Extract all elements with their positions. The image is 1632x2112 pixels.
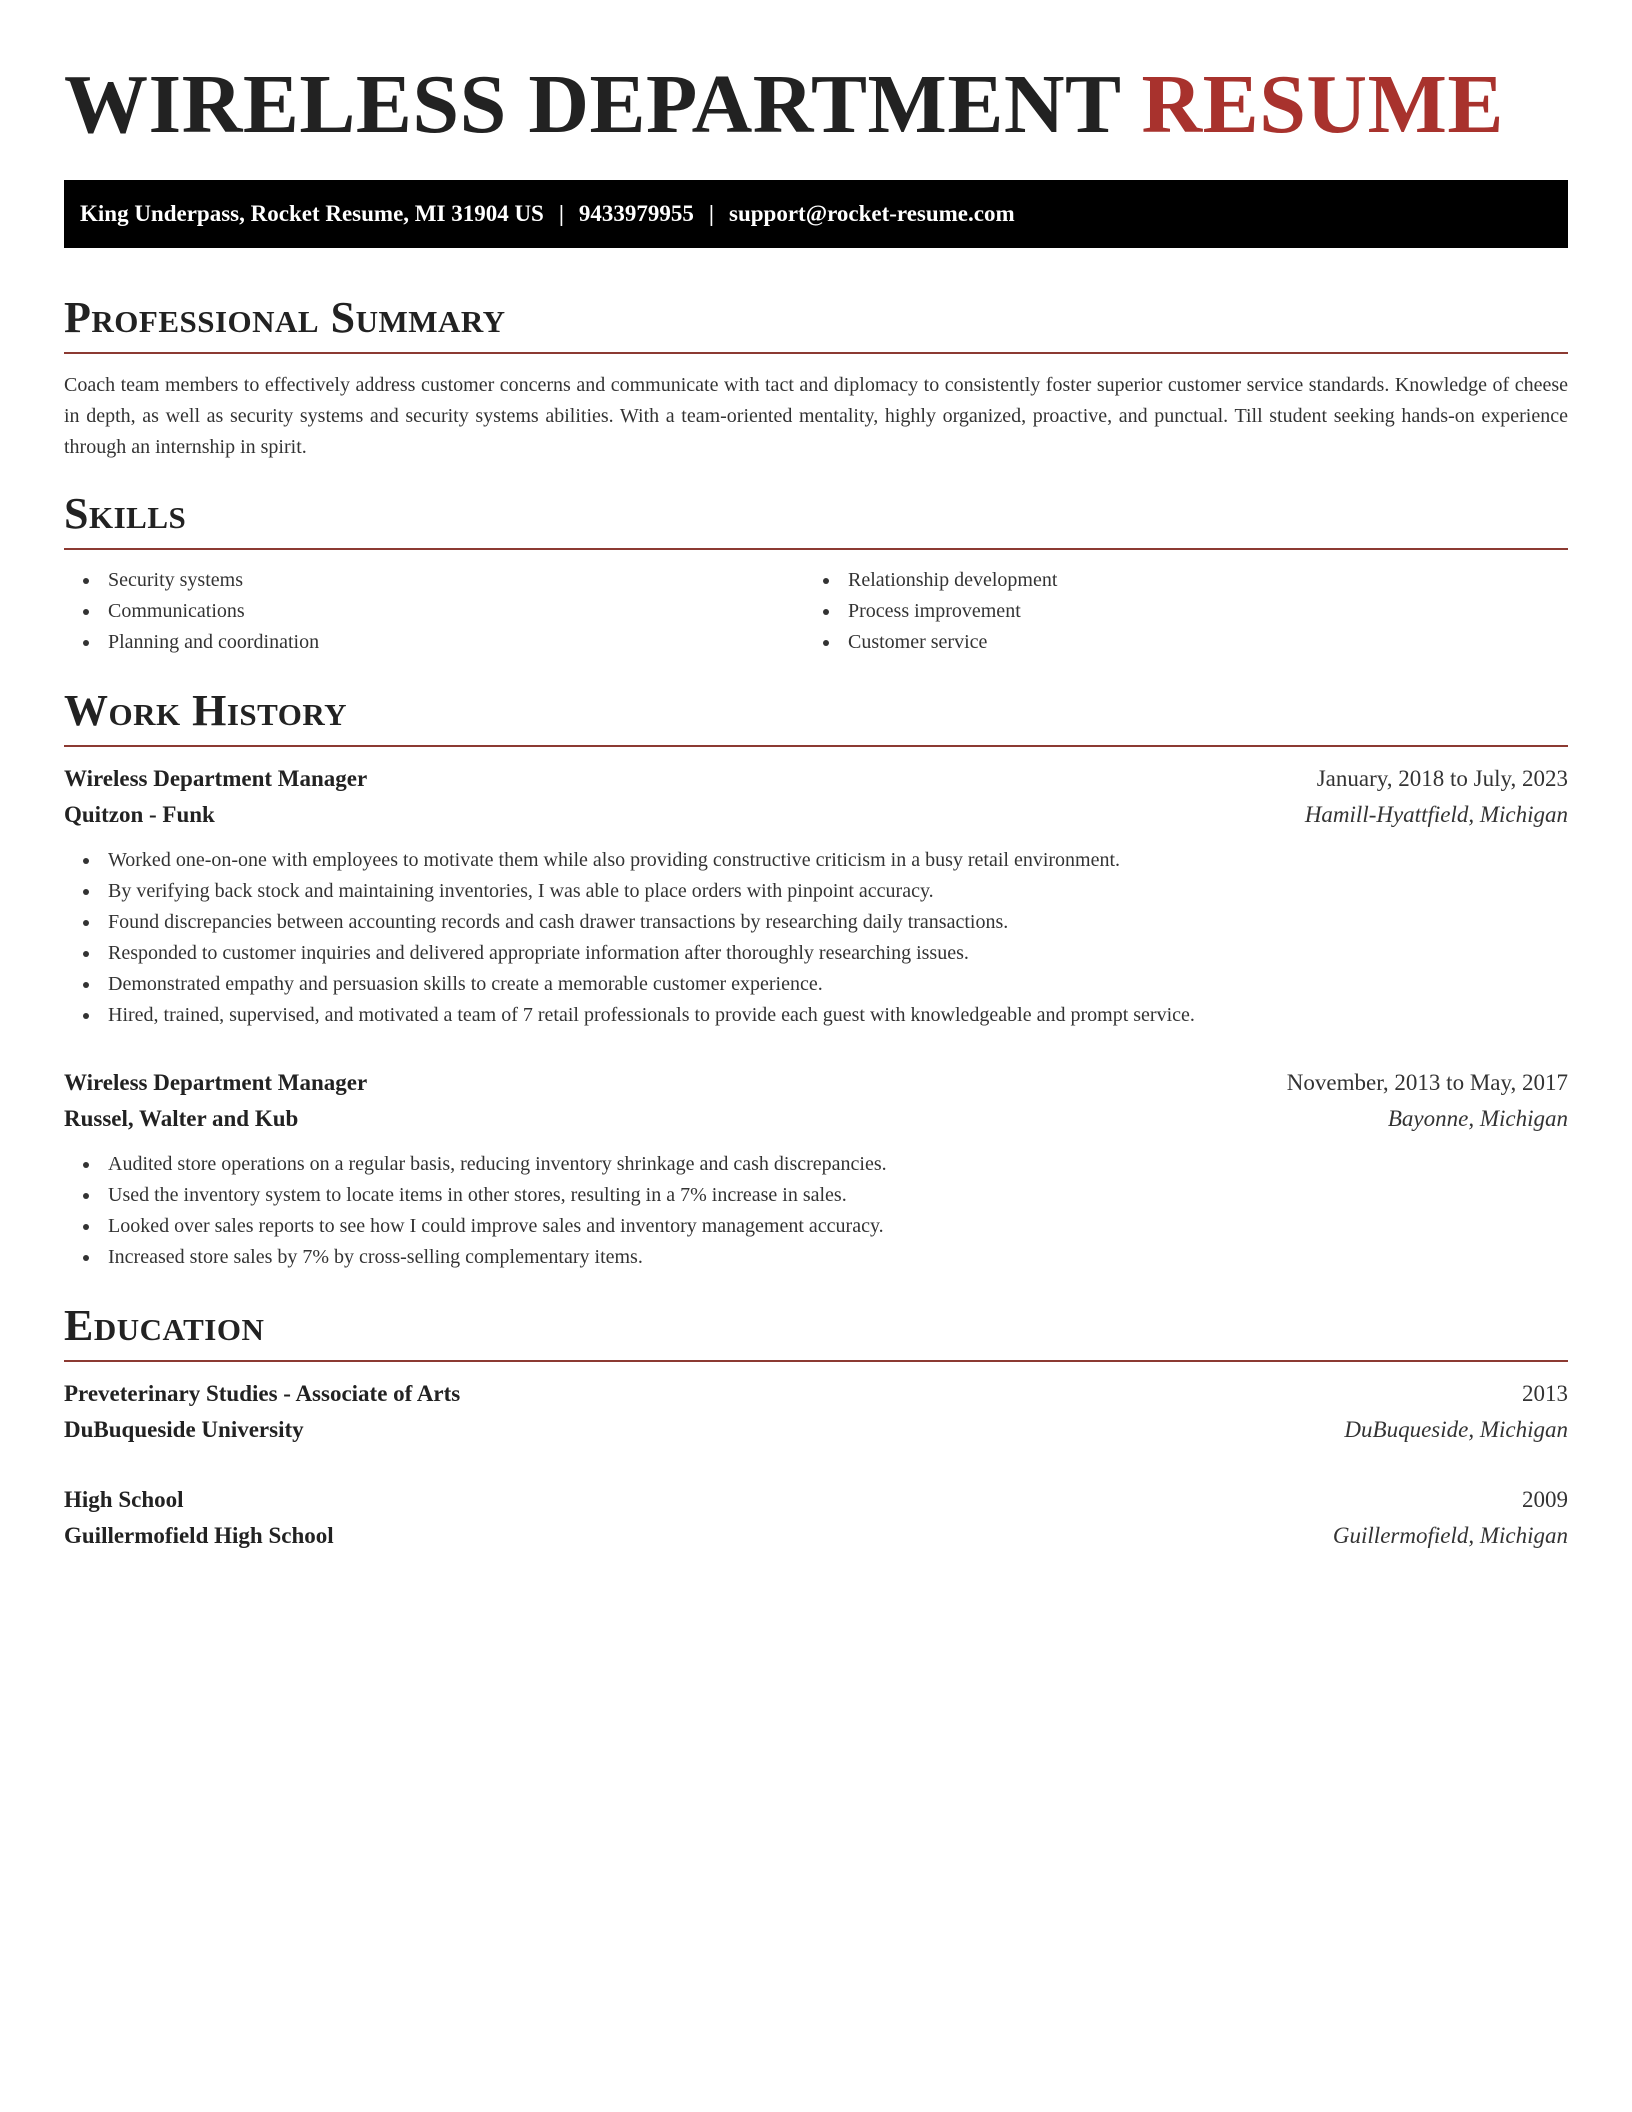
skills-columns bbox=[64, 565, 1568, 658]
contact-address: King Underpass, Rocket Resume, MI 31904 US bbox=[80, 201, 544, 226]
job-company: Russel, Walter and Kub bbox=[64, 1106, 299, 1131]
job-entry bbox=[64, 761, 1568, 1031]
skill-item: Planning and coordination bbox=[64, 627, 804, 658]
resume-title bbox=[64, 0, 1568, 155]
education-year: 2009 bbox=[1522, 1487, 1568, 1512]
title-main: WIRELESS DEPARTMENT bbox=[64, 58, 1121, 151]
job-duty: Used the inventory system to locate items in other stores, resulting in a 7% increase in sales. bbox=[64, 1180, 1568, 1211]
job-title-row bbox=[64, 761, 1568, 797]
education-section bbox=[64, 1300, 1568, 1554]
job-dates: January, 2018 to July, 2023 bbox=[1316, 766, 1568, 791]
job-duty: Looked over sales reports to see how I could improve sales and inventory management accuracy. bbox=[64, 1211, 1568, 1242]
job-duty: Worked one-on-one with employees to motivate them while also providing constructive criticism in a busy retail environment. bbox=[64, 845, 1568, 876]
skill-item: Security systems bbox=[64, 565, 804, 596]
section-divider bbox=[64, 745, 1568, 747]
education-degree: Preveterinary Studies - Associate of Arts bbox=[64, 1381, 461, 1406]
summary-section bbox=[64, 292, 1568, 463]
education-entry bbox=[64, 1376, 1568, 1448]
contact-email[interactable]: support@rocket-resume.com bbox=[729, 201, 1015, 226]
education-entry bbox=[64, 1482, 1568, 1554]
job-duty: Found discrepancies between accounting records and cash drawer transactions by researching daily transactions. bbox=[64, 907, 1568, 938]
job-duty: Responded to customer inquiries and delivered appropriate information after thoroughly researching issues. bbox=[64, 938, 1568, 969]
job-location: Bayonne, Michigan bbox=[1387, 1106, 1568, 1131]
title-accent: RESUME bbox=[1141, 58, 1504, 151]
skill-item: Process improvement bbox=[804, 596, 1544, 627]
education-school: Guillermofield High School bbox=[64, 1523, 334, 1548]
education-location: DuBuqueside, Michigan bbox=[1344, 1417, 1568, 1442]
job-company-row bbox=[64, 1101, 1568, 1137]
job-duty: By verifying back stock and maintaining inventories, I was able to place orders with pinpoint accuracy. bbox=[64, 876, 1568, 907]
resume-page bbox=[64, 0, 1568, 1554]
job-duty: Increased store sales by 7% by cross-selling complementary items. bbox=[64, 1242, 1568, 1273]
education-school-row bbox=[64, 1412, 1568, 1448]
education-degree: High School bbox=[64, 1487, 184, 1512]
job-duties bbox=[64, 1149, 1568, 1273]
contact-bar bbox=[64, 180, 1568, 248]
education-school-row bbox=[64, 1518, 1568, 1554]
job-title-row bbox=[64, 1065, 1568, 1101]
work-heading: Work History bbox=[64, 686, 348, 735]
contact-phone: 9433979955 bbox=[578, 201, 694, 226]
contact-separator: | bbox=[558, 201, 564, 226]
summary-heading: Professional Summary bbox=[64, 293, 506, 342]
education-heading: Education bbox=[64, 1301, 265, 1350]
job-duties bbox=[64, 845, 1568, 1031]
skill-item: Communications bbox=[64, 596, 804, 627]
section-divider bbox=[64, 352, 1568, 354]
job-duty: Hired, trained, supervised, and motivated a team of 7 retail professionals to provide each guest with knowledgeable and prompt service. bbox=[64, 1000, 1568, 1031]
job-entry bbox=[64, 1065, 1568, 1273]
contact-separator: | bbox=[708, 201, 714, 226]
job-company-row bbox=[64, 797, 1568, 833]
summary-text: Coach team members to effectively address customer concerns and communicate with tact and diplomacy to consistently foster superior customer service standards. Knowledge of cheese in depth, as well as security systems and security systems abilities. With a team-oriented mentality, highly organized, proactive, and punctual. Till student seeking hands-on experience through an internship in spirit. bbox=[64, 374, 1568, 458]
education-school: DuBuqueside University bbox=[64, 1417, 304, 1442]
section-divider bbox=[64, 1360, 1568, 1362]
job-location: Hamill-Hyattfield, Michigan bbox=[1304, 802, 1568, 827]
job-title: Wireless Department Manager bbox=[64, 1070, 368, 1095]
job-duty: Demonstrated empathy and persuasion skills to create a memorable customer experience. bbox=[64, 969, 1568, 1000]
job-dates: November, 2013 to May, 2017 bbox=[1286, 1070, 1568, 1095]
skills-section bbox=[64, 488, 1568, 658]
work-section bbox=[64, 685, 1568, 1273]
education-location: Guillermofield, Michigan bbox=[1332, 1523, 1568, 1548]
skills-right-column bbox=[804, 565, 1544, 658]
skills-heading: Skills bbox=[64, 489, 187, 538]
skill-item: Relationship development bbox=[804, 565, 1544, 596]
job-duty: Audited store operations on a regular basis, reducing inventory shrinkage and cash discrepancies. bbox=[64, 1149, 1568, 1180]
education-degree-row bbox=[64, 1482, 1568, 1518]
education-degree-row bbox=[64, 1376, 1568, 1412]
job-company: Quitzon - Funk bbox=[64, 802, 215, 827]
education-year: 2013 bbox=[1522, 1381, 1568, 1406]
skills-left-column bbox=[64, 565, 804, 658]
section-divider bbox=[64, 548, 1568, 550]
job-title: Wireless Department Manager bbox=[64, 766, 368, 791]
skill-item: Customer service bbox=[804, 627, 1544, 658]
